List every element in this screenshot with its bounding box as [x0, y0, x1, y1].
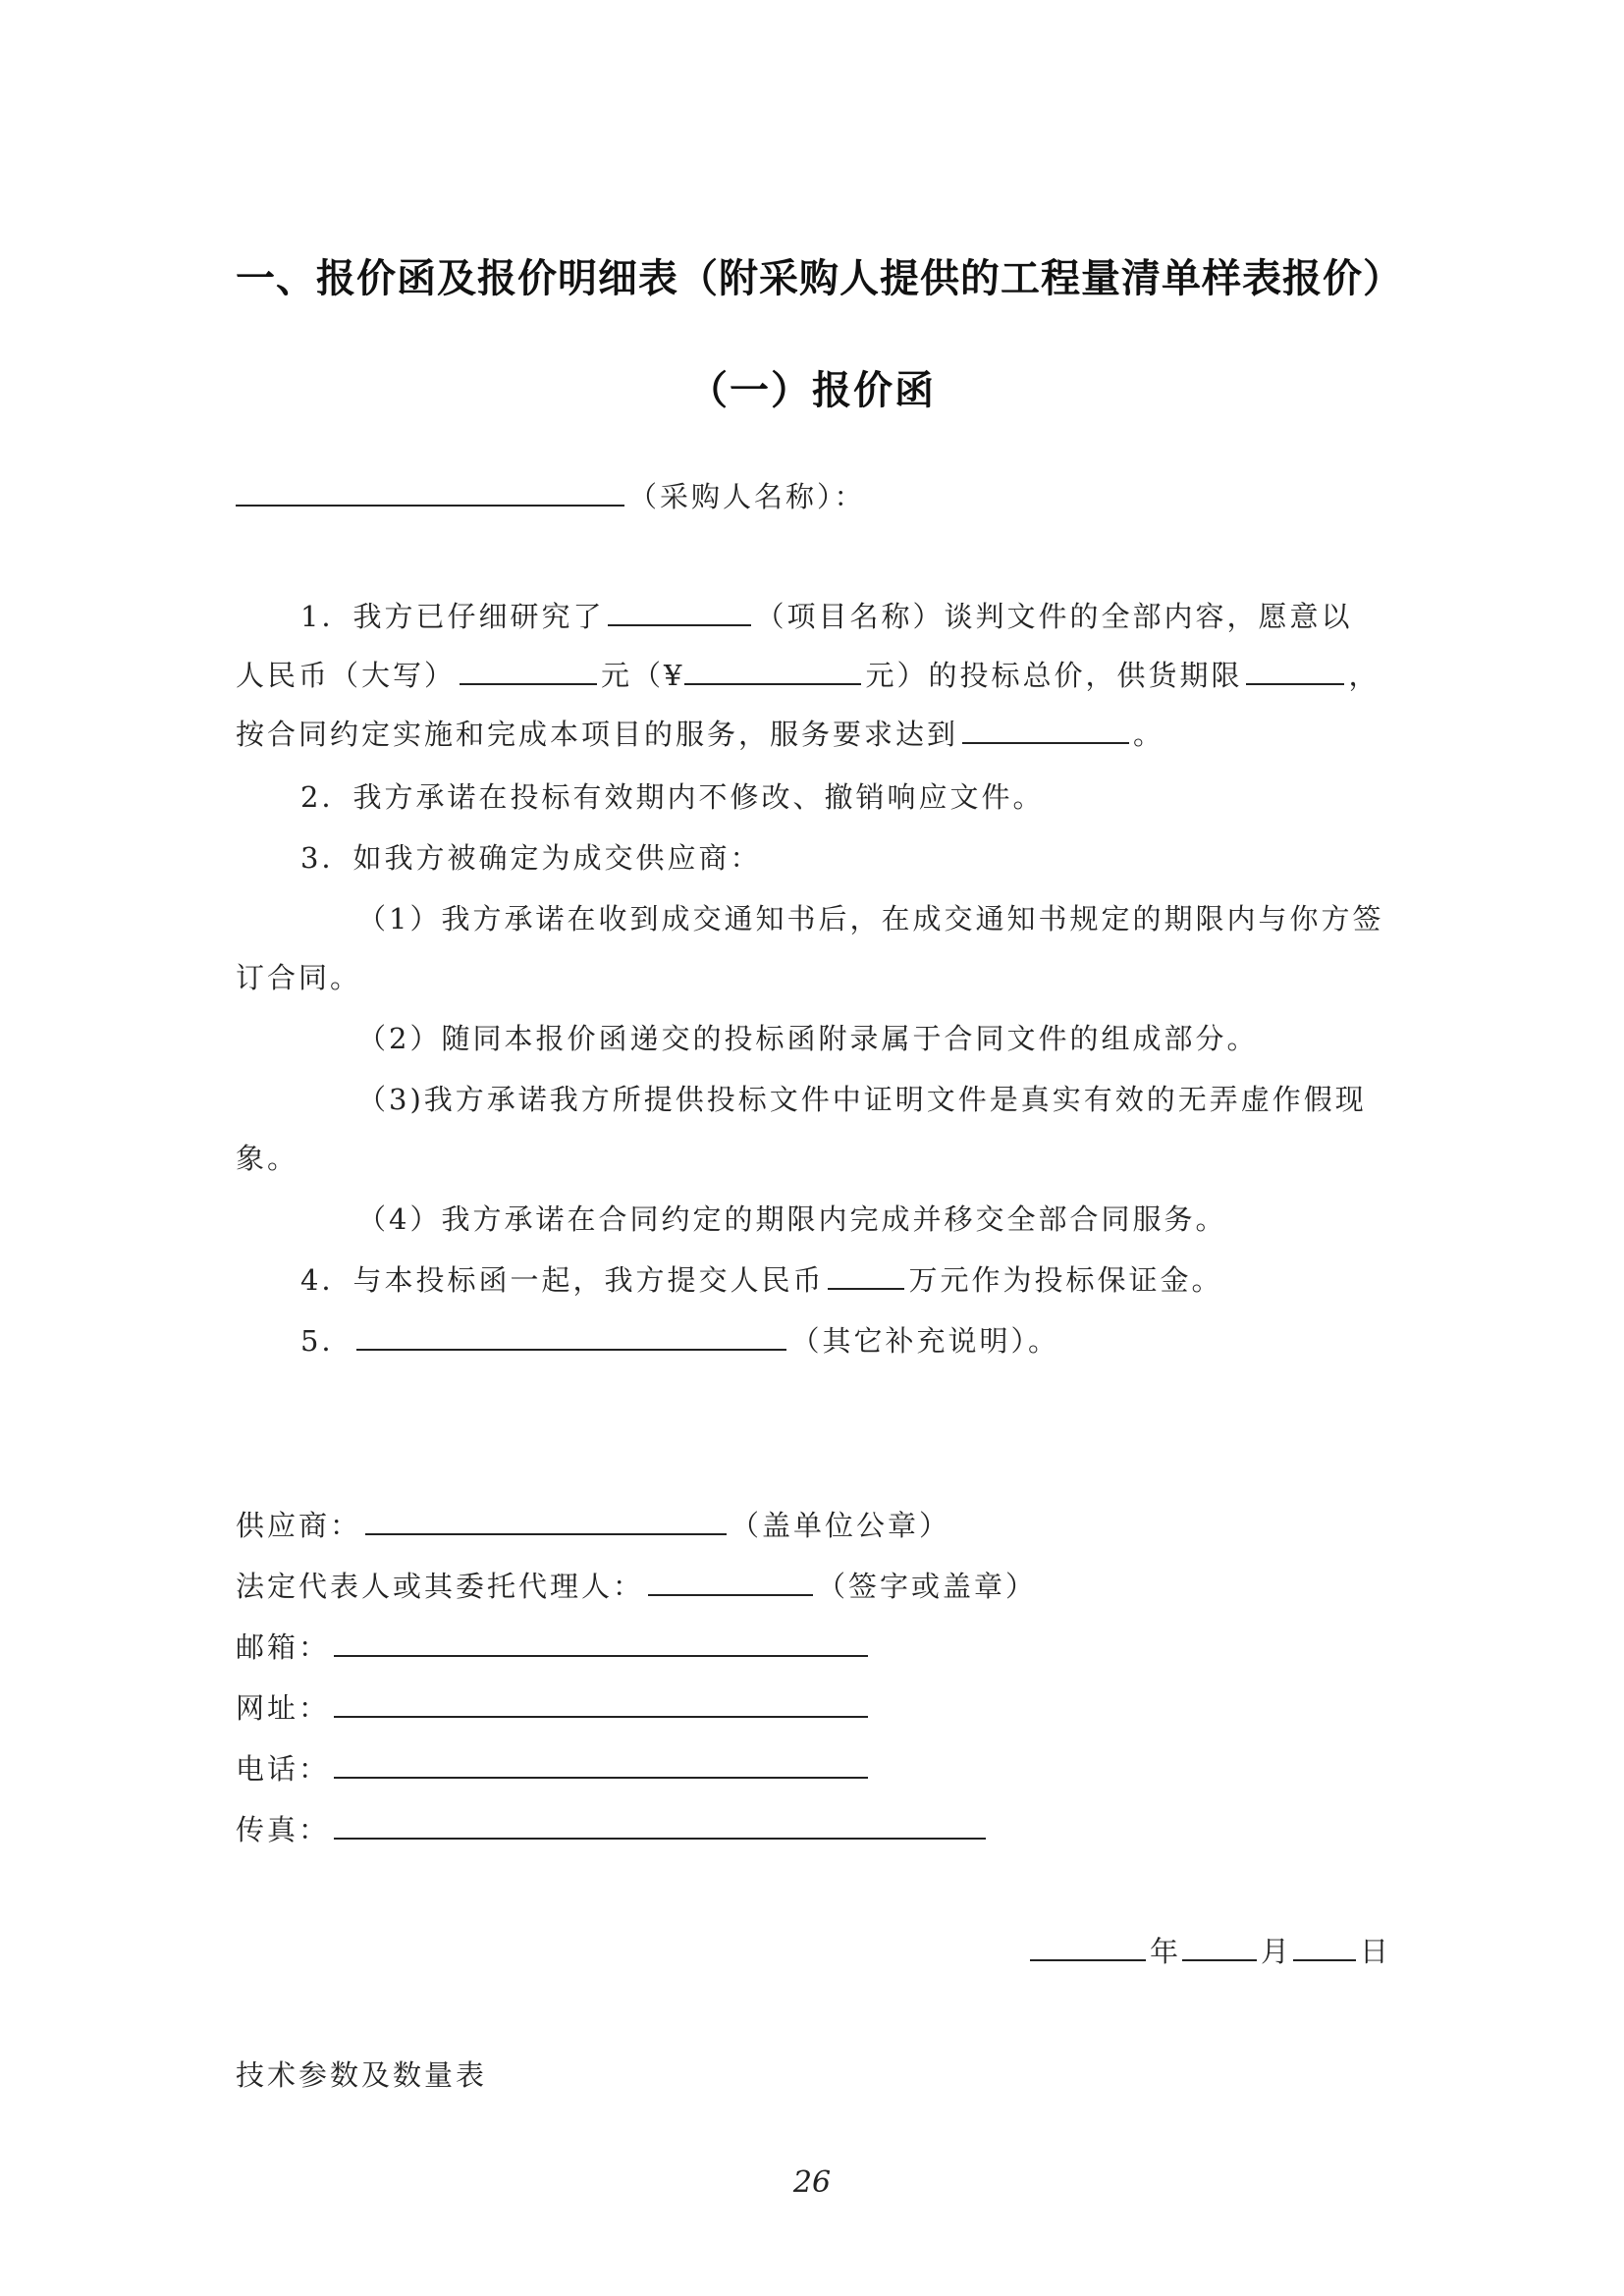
item4-line: 4．与本投标函一起，我方提交人民币 万元作为投标保证金。: [300, 1263, 1223, 1297]
item1-line3: 按合同约定实施和完成本项目的服务，服务要求达到 。: [236, 718, 1165, 751]
delivery-period-blank: [1246, 662, 1344, 685]
sub3-line2: 象。: [236, 1142, 299, 1175]
service-level-blank: [962, 721, 1129, 744]
fax-blank: [334, 1816, 986, 1840]
email-blank: [334, 1633, 868, 1657]
page-title: 一、报价函及报价明细表（附采购人提供的工程量清单样表报价）: [236, 256, 1403, 301]
website-line: 网址：: [236, 1686, 872, 1727]
sub3-line1: （3)我方承诺我方所提供投标文件中证明文件是真实有效的无弄虚作假现: [357, 1083, 1367, 1116]
section-subtitle: （一）报价函: [688, 368, 936, 413]
item3-line: 3．如我方被确定为成交供应商：: [300, 841, 762, 875]
supplier-blank: [365, 1512, 727, 1535]
item1-line1: 1．我方已仔细研究了 （项目名称）谈判文件的全部内容，愿意以: [300, 600, 1353, 633]
phone-blank: [334, 1755, 868, 1779]
deposit-amount-blank: [828, 1266, 904, 1290]
other-notes-blank: [356, 1327, 786, 1351]
supplier-line: 供应商： （盖单位公章）: [236, 1509, 951, 1542]
sub1-line2: 订合同。: [236, 961, 362, 994]
email-line: 邮箱：: [236, 1626, 872, 1666]
purchaser-name-blank: [236, 483, 624, 507]
page-number: 26: [792, 2165, 832, 2200]
sub2-line: （2）随同本报价函递交的投标函附录属于合同文件的组成部分。: [357, 1022, 1259, 1055]
amount-figure-blank: [684, 662, 861, 685]
fax-line: 传真：: [236, 1808, 990, 1848]
phone-line: 电话：: [236, 1747, 872, 1788]
month-blank: [1182, 1938, 1257, 1961]
item1-line2: 人民币（大写） 元（¥ 元）的投标总价，供货期限 ，: [236, 659, 1380, 692]
date-line: 年 月 日: [1026, 1930, 1388, 1970]
item2-line: 2．我方承诺在投标有效期内不修改、撤销响应文件。: [300, 780, 1045, 814]
year-blank: [1030, 1938, 1146, 1961]
amount-words-blank: [460, 662, 597, 685]
day-blank: [1293, 1938, 1356, 1961]
sub1-line1: （1）我方承诺在收到成交通知书后，在成交通知书规定的期限内与你方签: [357, 902, 1384, 935]
item5-line: 5． （其它补充说明）。: [300, 1324, 1059, 1358]
sub4-line: （4）我方承诺在合同约定的期限内完成并移交全部合同服务。: [357, 1202, 1227, 1236]
representative-line: 法定代表人或其委托代理人： （签字或盖章）: [236, 1570, 1038, 1603]
project-name-blank: [608, 603, 751, 626]
section-footer-text: 技术参数及数量表: [236, 2058, 488, 2092]
addressee-line: （采购人名称）：: [236, 475, 866, 515]
website-blank: [334, 1694, 868, 1718]
representative-blank: [648, 1573, 813, 1596]
